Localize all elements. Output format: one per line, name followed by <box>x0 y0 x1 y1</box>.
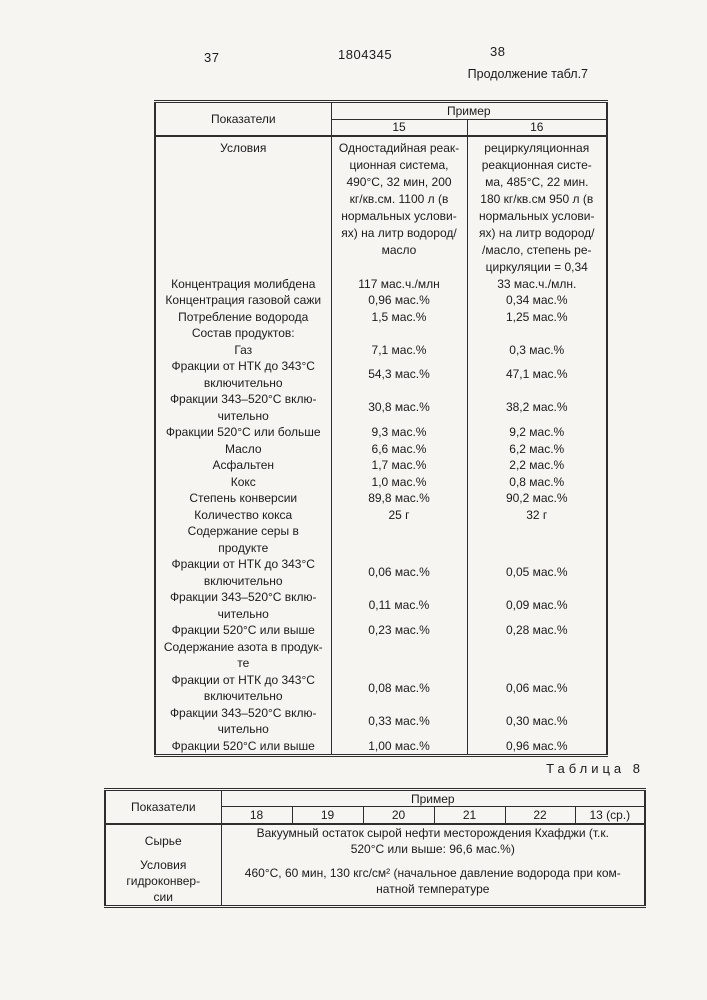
table7-row <box>155 507 607 524</box>
table8-header-row-1 <box>105 790 645 807</box>
row-value: Вакуумный остаток сырой нефти месторождения Кхафджи (т.к. 520°С или выше: 96,6 мас.%) <box>256 825 609 856</box>
row-label: Количество кокса <box>194 507 293 522</box>
table7-row <box>155 705 607 738</box>
table7-row <box>155 136 607 276</box>
row-value-15 <box>331 523 467 556</box>
table7-row <box>155 639 607 672</box>
row-value-16: 38,2 мас.% <box>467 391 607 424</box>
table7-row <box>155 457 607 474</box>
row-value-15: 0,23 мас.% <box>331 622 467 639</box>
row-label: Асфальтен <box>212 458 275 472</box>
row-label: Содержание азота в продук- те <box>163 639 323 670</box>
row-value-16: 0,05 мас.% <box>467 556 607 589</box>
table7-row <box>155 738 607 756</box>
row-label: Фракции 520°С или выше <box>171 623 315 637</box>
row-value-16: 0,34 мас.% <box>467 292 607 309</box>
row-label: Газ <box>234 342 253 357</box>
row-label: Фракции 343–520°С вклю- чительно <box>169 392 317 423</box>
row-label: Степень конверсии <box>189 491 298 505</box>
row-value-15: 1,7 мас.% <box>331 457 467 474</box>
table8-column-22: 22 <box>505 807 575 824</box>
row-value-16: 0,28 мас.% <box>467 622 607 639</box>
page-number-right: 38 <box>490 44 506 59</box>
table8-caption: Таблица 8 <box>546 761 644 776</box>
row-label: Содержание серы в продукте <box>187 524 299 555</box>
row-value-16: 0,96 мас.% <box>467 738 607 756</box>
table7-row <box>155 424 607 441</box>
row-value-15 <box>331 639 467 672</box>
row-value-16: 6,2 мас.% <box>467 441 607 458</box>
table7-row <box>155 556 607 589</box>
row-value-15: 7,1 мас.% <box>331 342 467 359</box>
table7-column-15: 15 <box>331 120 467 136</box>
table7-row <box>155 589 607 622</box>
row-value-16 <box>467 325 607 342</box>
row-value-15: 54,3 мас.% <box>331 358 467 391</box>
row-label: Условия <box>220 140 267 155</box>
row-value-15: 1,5 мас.% <box>331 309 467 326</box>
row-value: 460°С, 60 мин, 130 кгс/см² (начальное давление водорода при ком- натной температуре <box>244 865 621 896</box>
table7-row <box>155 309 607 326</box>
table7-column-16: 16 <box>467 120 607 136</box>
row-value-16: рециркуляционная реакционная систе- ма, 485°С, 22 мин. 180 кг/кв.см 950 л (в нормальных услови- ях) на литр водород/ /масло, степень ре- циркуляции = 0,34 <box>467 136 607 276</box>
table8-row <box>105 824 645 857</box>
row-value-15: 0,08 мас.% <box>331 672 467 705</box>
row-value-16: 0,3 мас.% <box>467 342 607 359</box>
table7-row <box>155 490 607 507</box>
row-label: Концентрация газовой сажи <box>165 293 322 307</box>
table8-column-20: 20 <box>363 807 434 824</box>
table7-example-header: Пример <box>331 102 607 120</box>
table8-column-13-avg: 13 (ср.) <box>575 807 645 824</box>
row-label: Потребление водорода <box>178 309 309 324</box>
row-value-15: 30,8 мас.% <box>331 391 467 424</box>
row-value-15: 25 г <box>331 507 467 524</box>
row-value-16 <box>467 523 607 556</box>
row-label: Состав продуктов: <box>191 326 295 340</box>
table7-row <box>155 292 607 309</box>
row-value-16: 0,30 мас.% <box>467 705 607 738</box>
table7-row <box>155 391 607 424</box>
row-value-16: 0,06 мас.% <box>467 672 607 705</box>
table7-row <box>155 672 607 705</box>
table8-indicators-header: Показатели <box>105 790 221 824</box>
row-value-15: 6,6 мас.% <box>331 441 467 458</box>
row-label: Фракции от НТК до 343°С включительно <box>171 359 315 390</box>
row-value-16: 0,09 мас.% <box>467 589 607 622</box>
row-label: Кокс <box>230 474 256 489</box>
patent-number: 1804345 <box>338 47 393 62</box>
table8-header <box>105 790 645 824</box>
row-label: Фракции 343–520°С вклю- чительно <box>169 590 317 621</box>
table7 <box>154 100 608 757</box>
table8-column-18: 18 <box>221 807 292 824</box>
row-value-15: 9,3 мас.% <box>331 424 467 441</box>
table8-body <box>105 824 645 907</box>
table8 <box>104 788 646 908</box>
table7-row <box>155 523 607 556</box>
table7-header <box>155 102 607 136</box>
row-value-15: 89,8 мас.% <box>331 490 467 507</box>
row-value-15: 0,06 мас.% <box>331 556 467 589</box>
table7-row <box>155 342 607 359</box>
table7-row <box>155 474 607 491</box>
table7-body <box>155 136 607 756</box>
table8-column-21: 21 <box>434 807 505 824</box>
table7-continuation-caption: Продолжение табл.7 <box>467 67 588 81</box>
row-label: Концентрация молибдена <box>171 276 316 291</box>
table7-header-row-1 <box>155 102 607 120</box>
page-number-left: 37 <box>204 50 220 65</box>
row-value-16: 2,2 мас.% <box>467 457 607 474</box>
row-value-16: 32 г <box>467 507 607 524</box>
row-label: Фракции от НТК до 343°С включительно <box>171 557 315 588</box>
row-value-16 <box>467 639 607 672</box>
table7-row <box>155 441 607 458</box>
row-value-15: 117 мас.ч./млн <box>331 276 467 293</box>
table7-row <box>155 276 607 293</box>
row-label: Условия гидроконвер- сии <box>105 857 221 907</box>
table7-row <box>155 358 607 391</box>
table7-row <box>155 325 607 342</box>
row-value-16: 47,1 мас.% <box>467 358 607 391</box>
table7-indicators-header: Показатели <box>155 102 331 136</box>
row-value-16: 0,8 мас.% <box>467 474 607 491</box>
row-value-15: 1,0 мас.% <box>331 474 467 491</box>
row-label: Фракции 520°С или больше <box>165 425 321 439</box>
row-label: Фракции 343–520°С вклю- чительно <box>169 705 317 736</box>
table8-example-header: Пример <box>221 790 645 807</box>
row-label: Фракции от НТК до 343°С включительно <box>171 672 315 703</box>
row-value-16: 33 мас.ч./млн. <box>467 276 607 293</box>
row-value-16: 1,25 мас.% <box>467 309 607 326</box>
table8-row <box>105 857 645 907</box>
row-value-16: 90,2 мас.% <box>467 490 607 507</box>
row-value-15: 1,00 мас.% <box>331 738 467 756</box>
table8-column-19: 19 <box>292 807 363 824</box>
row-value-16: 9,2 мас.% <box>467 424 607 441</box>
row-value-15 <box>331 325 467 342</box>
row-value-15: Одностадийная реак- ционная система, 490°С, 32 мин, 200 кг/кв.см. 1100 л (в нормальных услови- ях) на литр водород/ масло <box>331 136 467 276</box>
row-label: Фракции 520°С или выше <box>171 738 315 753</box>
row-value-15: 0,96 мас.% <box>331 292 467 309</box>
row-value-15: 0,11 мас.% <box>331 589 467 622</box>
row-label: Сырье <box>105 824 221 857</box>
table7-row <box>155 622 607 639</box>
row-label: Масло <box>224 441 262 456</box>
row-value-15: 0,33 мас.% <box>331 705 467 738</box>
